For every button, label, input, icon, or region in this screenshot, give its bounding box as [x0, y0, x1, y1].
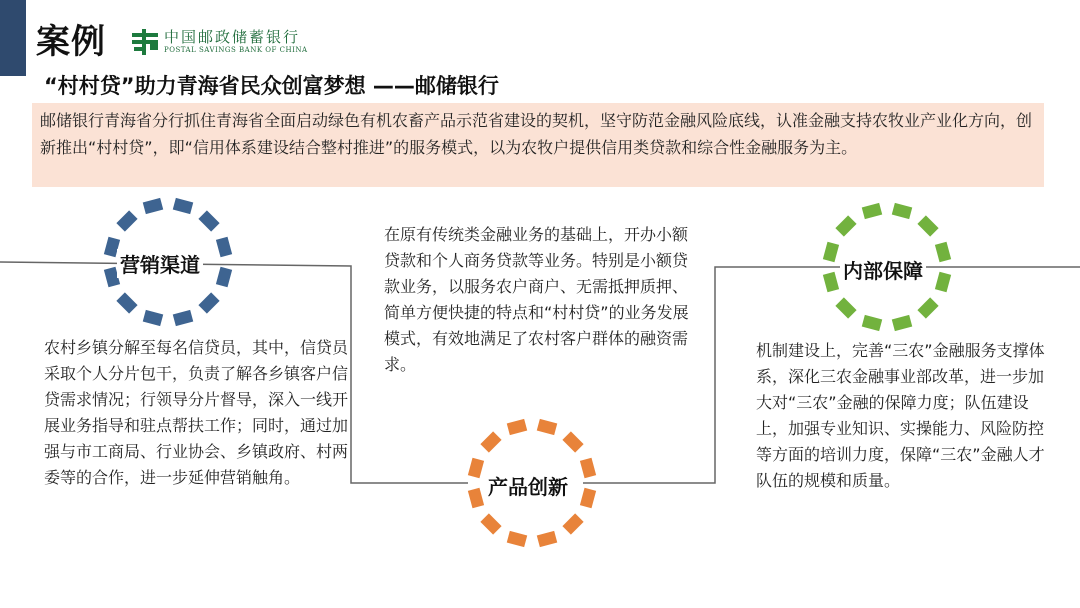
ring-dash [580, 488, 596, 508]
logo-english-name: POSTAL SAVINGS BANK OF CHINA [164, 46, 308, 54]
ring-dash [507, 531, 527, 547]
ring-dash [835, 297, 856, 318]
internal-guarantee-text: 机制建设上，完善“三农”金融服务支撑体系，深化三农金融事业部改革，进一步加大对“三农”金融的保障力度；队伍建设上，加强专业知识、实操能力、风险防控等方面的培训力度，保障“三农”金融人才队伍的规模和质量。 [756, 341, 1045, 490]
ring-dash [562, 431, 583, 452]
intro-box: 邮储银行青海省分行抓住青海省全面启动绿色有机农畜产品示范省建设的契机，坚守防范金融风险底线，认准金融支持农牧业产业化方向，创新推出“村村贷”，即“信用体系建设结合整村推进”的服务模式，以为农牧户提供信用类贷款和综合性金融服务为主。 [32, 103, 1044, 187]
ring-dash [480, 431, 501, 452]
ring-dash [862, 315, 882, 331]
ring-dash [143, 198, 163, 214]
ring-dash [935, 272, 951, 292]
ring-dash [480, 513, 501, 534]
ring-dash [892, 203, 912, 219]
ring-dash [537, 531, 557, 547]
ring-dash [862, 203, 882, 219]
ring-dash [580, 458, 596, 478]
marketing-channel-label: 营销渠道 [117, 249, 203, 278]
ring-dash [173, 198, 193, 214]
ring-dash [917, 215, 938, 236]
ring-dash [562, 513, 583, 534]
ring-dash [935, 242, 951, 262]
ring-dash [216, 237, 232, 257]
ring-dash [917, 297, 938, 318]
product-innovation-text: 在原有传统类金融业务的基础上，开办小额贷款和个人商务贷款等业务。特别是小额贷款业务，以服务农户商户、无需抵押质押、简单方便快捷的特点和“村村贷”的业务发展模式，有效地满足了农村客户群体的融资需求。 [384, 225, 689, 374]
ring-dash [198, 210, 219, 231]
ring-dash [835, 215, 856, 236]
case-subtitle: “村村贷”助力青海省民众创富梦想 ——邮储银行 [44, 74, 499, 98]
ring-dash [116, 292, 137, 313]
ring-dash [892, 315, 912, 331]
product-innovation-label: 产品创新 [485, 471, 571, 500]
ring-dash [116, 210, 137, 231]
ring-dash [537, 419, 557, 435]
ring-dash [468, 458, 484, 478]
ring-dash [173, 310, 193, 326]
ring-dash [823, 272, 839, 292]
ring-dash [507, 419, 527, 435]
ring-dash [823, 242, 839, 262]
logo-chinese-name: 中国邮政储蓄银行 [164, 28, 301, 46]
ring-dash [468, 488, 484, 508]
ring-dash [143, 310, 163, 326]
internal-guarantee-label: 内部保障 [840, 255, 926, 284]
ring-dash [198, 292, 219, 313]
page-title: 案例 [36, 22, 106, 62]
ring-dash [216, 267, 232, 287]
marketing-channel-text: 农村乡镇分解至每名信贷员，其中，信贷员采取个人分片包干，负责了解各乡镇客户信贷需求情况；行领导分片督导，深入一线开展业务指导和驻点帮扶工作；同时，通过加强与市工商局、行业协会、乡镇政府、村两委等的合作，进一步延伸营销触角。 [44, 338, 349, 487]
